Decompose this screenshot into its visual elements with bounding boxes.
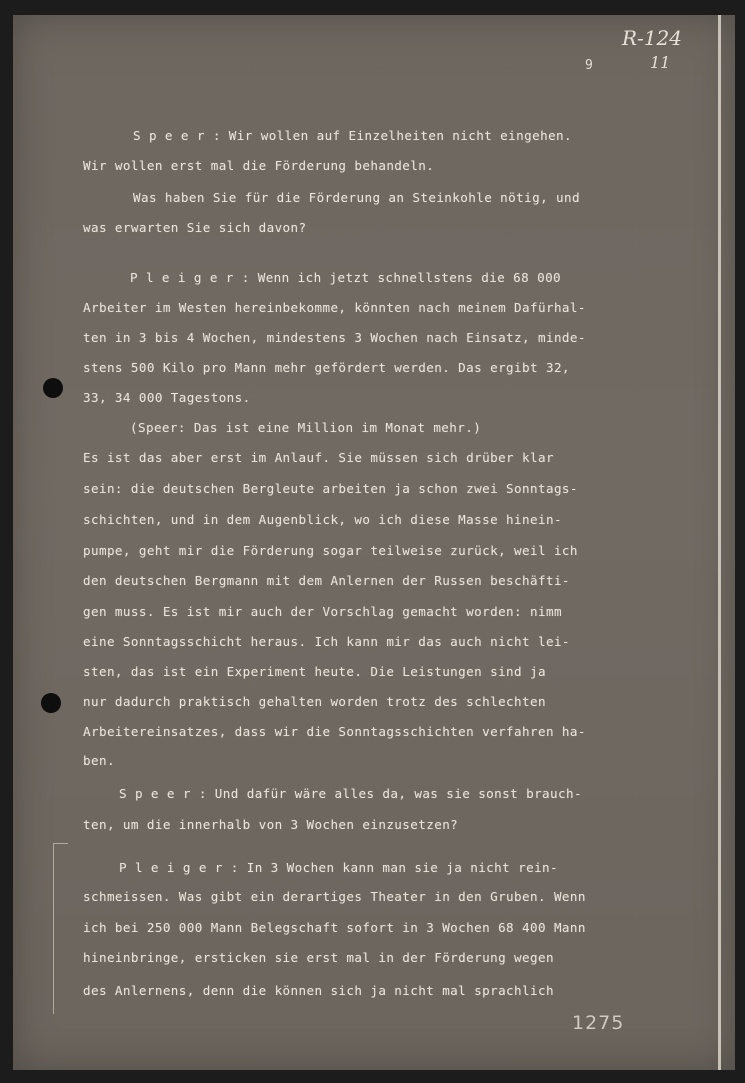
text-line: ten in 3 bis 4 Wochen, mindestens 3 Wochen nach Einsatz, minde- bbox=[83, 330, 586, 345]
text-line: Arbeitereinsatzes, dass wir die Sonntagsschichten verfahren ha- bbox=[83, 724, 586, 739]
text-line: sten, das ist ein Experiment heute. Die Leistungen sind ja bbox=[83, 664, 546, 679]
text-line: P l e i g e r : Wenn ich jetzt schnellstens die 68 000 bbox=[130, 270, 562, 285]
stamp-number: 1275 bbox=[572, 1012, 625, 1034]
text-line: S p e e r : Und dafür wäre alles da, was sie sonst brauch- bbox=[119, 786, 582, 801]
text-line: gen muss. Es ist mir auch der Vorschlag gemacht worden: nimm bbox=[83, 604, 562, 619]
text-line: nur dadurch praktisch gehalten worden trotz des schlechten bbox=[83, 694, 546, 709]
margin-bracket-mark bbox=[53, 843, 68, 1014]
text-line: ich bei 250 000 Mann Belegschaft sofort in 3 Wochen 68 400 Mann bbox=[83, 920, 586, 935]
text-line: Wir wollen erst mal die Förderung behandeln. bbox=[83, 158, 435, 173]
text-line: schichten, und in dem Augenblick, wo ich diese Masse hinein- bbox=[83, 512, 562, 527]
text-line: Es ist das aber erst im Anlauf. Sie müssen sich drüber klar bbox=[83, 450, 554, 465]
text-line: eine Sonntagsschicht heraus. Ich kann mir das auch nicht lei- bbox=[83, 634, 570, 649]
text-line: stens 500 Kilo pro Mann mehr gefördert werden. Das ergibt 32, bbox=[83, 360, 570, 375]
text-line: hineinbringe, ersticken sie erst mal in der Förderung wegen bbox=[83, 950, 554, 965]
page-number: 9 bbox=[585, 58, 593, 73]
punch-hole-bottom bbox=[41, 693, 61, 713]
text-line: des Anlernens, denn die können sich ja nicht mal sprachlich bbox=[83, 983, 554, 998]
text-line: S p e e r : Wir wollen auf Einzelheiten nicht eingehen. bbox=[133, 128, 573, 143]
text-line: 33, 34 000 Tagestons. bbox=[83, 390, 251, 405]
text-line: den deutschen Bergmann mit dem Anlernen der Russen beschäfti- bbox=[83, 573, 570, 588]
text-line: ten, um die innerhalb von 3 Wochen einzusetzen? bbox=[83, 817, 459, 832]
text-line: pumpe, geht mir die Förderung sogar teilweise zurück, weil ich bbox=[83, 543, 578, 558]
text-line: Was haben Sie für die Förderung an Steinkohle nötig, und bbox=[133, 190, 580, 205]
punch-hole-top bbox=[43, 378, 63, 398]
page-edge bbox=[718, 15, 721, 1070]
text-line: schmeissen. Was gibt ein derartiges Theater in den Gruben. Wenn bbox=[83, 889, 586, 904]
handwritten-doc-ref-sub: 11 bbox=[650, 53, 671, 72]
text-line: ben. bbox=[83, 753, 115, 768]
text-line: (Speer: Das ist eine Million im Monat mehr.) bbox=[130, 420, 482, 435]
text-line: Arbeiter im Westen hereinbekomme, könnten nach meinem Dafürhal- bbox=[83, 300, 586, 315]
text-line: P l e i g e r : In 3 Wochen kann man sie ja nicht rein- bbox=[119, 860, 559, 875]
handwritten-doc-ref: R-124 bbox=[622, 26, 682, 50]
text-line: was erwarten Sie sich davon? bbox=[83, 220, 307, 235]
text-line: sein: die deutschen Bergleute arbeiten ja schon zwei Sonntags- bbox=[83, 481, 578, 496]
